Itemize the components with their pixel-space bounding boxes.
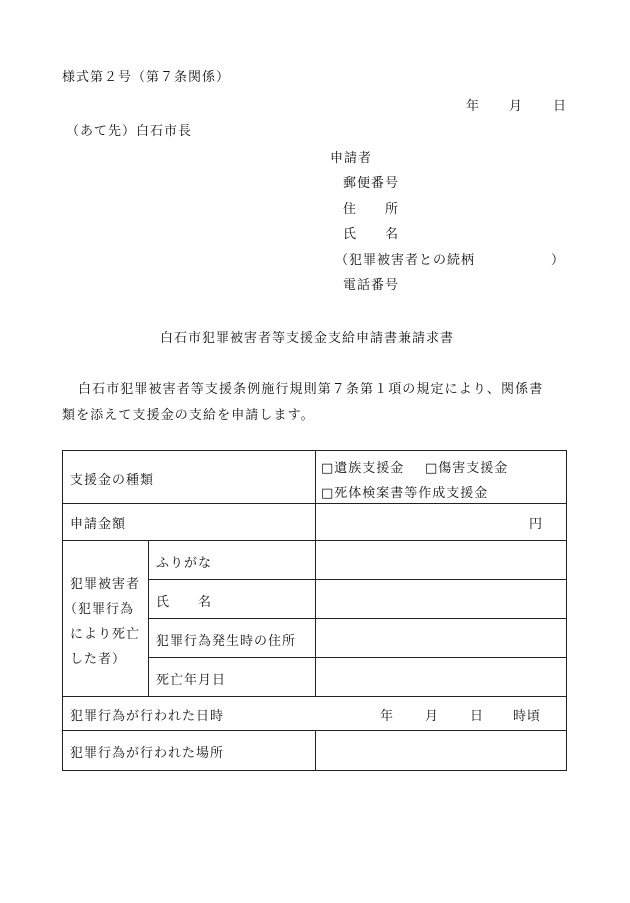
crime-day-label: 日 [470, 709, 485, 724]
option-autopsy-support[interactable]: □死体検案書等作成支援金 [321, 486, 489, 501]
applicant-postal-label: 郵便番号 [343, 176, 400, 191]
applicant-phone-label: 電話番号 [343, 278, 400, 293]
applicant-relation-close: ） [551, 253, 566, 268]
victim-label-line-2: （犯罪行為 [64, 602, 135, 617]
amount-unit: 円 [529, 517, 544, 532]
date-month-label: 月 [509, 99, 524, 114]
amount-label: 申請金額 [70, 517, 127, 532]
body-text-line-1: 白石市犯罪被害者等支援条例施行規則第７条第１項の規定により、関係書 [78, 382, 544, 397]
victim-name-label: 氏 名 [156, 595, 213, 610]
document-title: 白石市犯罪被害者等支援金支給申請書兼請求書 [160, 331, 455, 346]
crime-month-label: 月 [425, 709, 440, 724]
victim-label-line-4: した者） [70, 652, 127, 667]
date-year-label: 年 [466, 99, 481, 114]
crime-place-label: 犯罪行為が行われた場所 [70, 746, 225, 761]
date-day-label: 日 [553, 99, 568, 114]
furigana-label: ふりがな [156, 556, 213, 571]
addressee: （あて先）白石市長 [66, 124, 193, 139]
crime-datetime-label: 犯罪行為が行われた日時 [70, 709, 225, 724]
victim-label-line-1: 犯罪被害者 [70, 577, 141, 592]
applicant-label: 申請者 [330, 151, 373, 166]
death-date-label: 死亡年月日 [156, 673, 227, 688]
support-type-label: 支援金の種類 [70, 473, 155, 488]
body-text-line-2: 類を添えて支援金の支給を申請します。 [62, 408, 315, 423]
form-number: 様式第２号（第７条関係） [62, 70, 231, 85]
applicant-relation-label: （犯罪被害者との続柄 [335, 253, 476, 268]
option-bereaved-support[interactable]: □遺族支援金 [321, 461, 405, 476]
crime-hour-label: 時頃 [513, 709, 542, 724]
victim-address-label: 犯罪行為発生時の住所 [156, 634, 297, 649]
option-injury-support[interactable]: □傷害支援金 [425, 461, 509, 476]
applicant-name-label: 氏 名 [343, 227, 400, 242]
crime-year-label: 年 [380, 709, 395, 724]
applicant-address-label: 住 所 [343, 202, 400, 217]
victim-label-line-3: により死亡 [70, 627, 141, 642]
